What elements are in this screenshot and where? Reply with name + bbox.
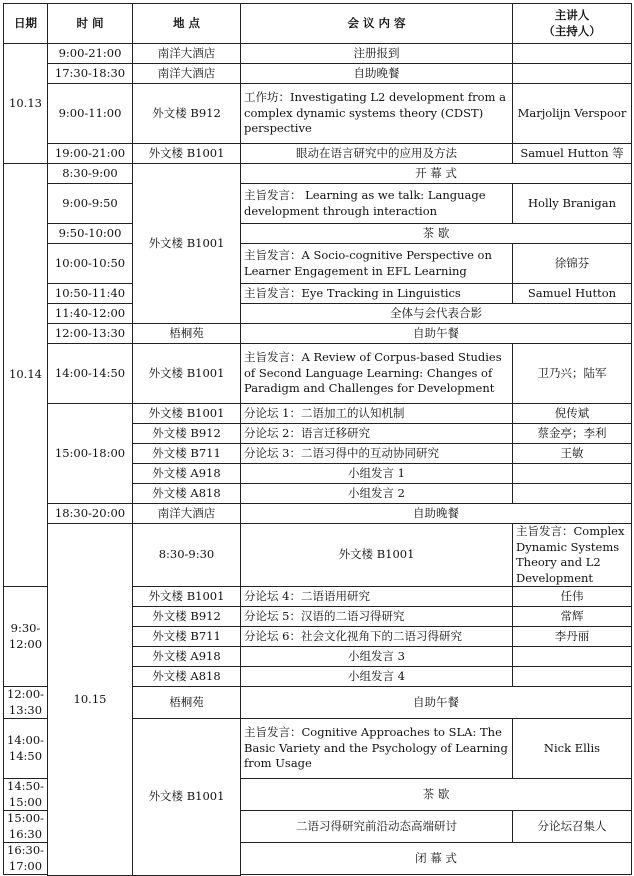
header-time: 时 间	[48, 4, 133, 44]
time-cell: 17:30-18:30	[48, 64, 133, 84]
speaker-cell: Nick Ellis	[513, 719, 632, 779]
time-cell: 8:30-9:30	[133, 524, 241, 587]
content-cell: 分论坛 3：二语习得中的互动协同研究	[241, 444, 513, 464]
content-cell: 闭 幕 式	[241, 843, 632, 875]
time-cell: 10:00-10:50	[48, 244, 133, 284]
content-cell: 主旨发言：A Review of Corpus-based Studies of Second Language Learning: Changes of Paradigm and Challenges for Development	[241, 344, 513, 404]
content-cell: 分论坛 5：汉语的二语习得研究	[241, 607, 513, 627]
place-cell: 南洋大酒店	[133, 504, 241, 524]
content-cell: 注册报到	[241, 44, 513, 64]
content-cell: 工作坊：Investigating L2 development from a complex dynamic systems theory (CDST) perspective	[241, 84, 513, 144]
date-cell: 10.13	[4, 44, 48, 164]
place-cell: 南洋大酒店	[133, 64, 241, 84]
place-cell: 外文楼 B1001	[133, 719, 241, 876]
table-row	[4, 164, 632, 184]
schedule-table	[3, 3, 632, 876]
time-cell: 9:00-11:00	[48, 84, 133, 144]
content-cell: 二语习得研究前沿动态高端研讨	[241, 811, 513, 843]
content-cell: 分论坛 6：社会文化视角下的二语习得研究	[241, 627, 513, 647]
place-cell: 外文楼 B1001	[133, 144, 241, 164]
place-cell: 外文楼 A818	[133, 484, 241, 504]
table-row	[4, 184, 632, 224]
time-cell: 9:30-12:00	[4, 587, 48, 687]
place-cell: 外文楼 B1001	[133, 587, 241, 607]
table-row	[4, 524, 632, 587]
table-row	[4, 44, 632, 64]
table-row	[4, 324, 632, 344]
speaker-cell: 倪传斌	[513, 404, 632, 424]
content-cell: 主旨发言：Eye Tracking in Linguistics	[241, 284, 513, 304]
speaker-cell: Marjolijn Verspoor	[513, 84, 632, 144]
place-cell: 外文楼 B912	[133, 424, 241, 444]
content-cell: 主旨发言：A Socio-cognitive Perspective on Learner Engagement in EFL Learning	[241, 244, 513, 284]
speaker-cell: 王敏	[513, 444, 632, 464]
time-cell: 9:00-9:50	[48, 184, 133, 224]
speaker-cell: 卫乃兴；陆军	[513, 344, 632, 404]
speaker-cell	[513, 464, 632, 484]
date-cell: 10.14	[4, 164, 48, 587]
time-cell: 16:30-17:00	[4, 843, 48, 875]
content-cell: 茶 歇	[241, 779, 632, 811]
header-content: 会 议 内 容	[241, 4, 513, 44]
content-cell: 自助午餐	[241, 687, 632, 719]
content-cell: 小组发言 4	[241, 667, 513, 687]
time-cell: 12:00-13:30	[4, 687, 48, 719]
content-cell: 小组发言 3	[241, 647, 513, 667]
content-cell: 分论坛 4：二语语用研究	[241, 587, 513, 607]
table-row	[4, 304, 632, 324]
table-row	[4, 224, 632, 244]
content-cell: 主旨发言：Cognitive Approaches to SLA: The Basic Variety and the Psychology of Learning from Usage	[241, 719, 513, 779]
header-speaker	[513, 4, 632, 44]
table-row	[4, 504, 632, 524]
time-cell: 19:00-21:00	[48, 144, 133, 164]
time-cell: 14:00-14:50	[48, 344, 133, 404]
header-place: 地 点	[133, 4, 241, 44]
table-row	[4, 344, 632, 404]
header-row	[4, 4, 632, 44]
place-cell: 外文楼 B912	[133, 84, 241, 144]
speaker-cell: Samuel Hutton	[513, 284, 632, 304]
time-cell: 10:50-11:40	[48, 284, 133, 304]
place-cell: 外文楼 A918	[133, 464, 241, 484]
table-row	[4, 84, 632, 144]
content-cell: 小组发言 2	[241, 484, 513, 504]
time-cell: 15:00-16:30	[4, 811, 48, 843]
date-cell: 10.15	[48, 524, 133, 876]
table-row	[4, 244, 632, 284]
place-cell: 南洋大酒店	[133, 44, 241, 64]
speaker-cell	[513, 484, 632, 504]
time-cell: 14:50-15:00	[4, 779, 48, 811]
place-cell: 外文楼 A818	[133, 667, 241, 687]
speaker-cell	[513, 667, 632, 687]
time-cell: 11:40-12:00	[48, 304, 133, 324]
speaker-cell: 任伟	[513, 587, 632, 607]
time-cell: 9:00-21:00	[48, 44, 133, 64]
speaker-cell: 蔡金亭；李利	[513, 424, 632, 444]
speaker-cell: Samuel Hutton 等	[513, 144, 632, 164]
table-row	[4, 404, 632, 424]
place-cell: 外文楼 B1001	[133, 344, 241, 404]
content-cell: 分论坛 2：语言迁移研究	[241, 424, 513, 444]
header-speaker-line2: （主持人）	[543, 23, 601, 38]
table-row	[4, 144, 632, 164]
spacer-cell	[4, 875, 48, 876]
content-cell: 主旨发言： Learning as we talk: Language development through interaction	[241, 184, 513, 224]
place-cell: 外文楼 B1001	[241, 524, 513, 587]
time-cell: 8:30-9:00	[48, 164, 133, 184]
place-cell: 梧桐苑	[133, 324, 241, 344]
speaker-cell: 李丹丽	[513, 627, 632, 647]
place-cell: 外文楼 B1001	[133, 404, 241, 424]
speaker-cell	[513, 647, 632, 667]
table-row	[4, 284, 632, 304]
place-cell: 外文楼 B912	[133, 607, 241, 627]
speaker-cell: 徐锦芬	[513, 244, 632, 284]
spacer-cell	[241, 875, 632, 876]
content-cell: 分论坛 1：二语加工的认知机制	[241, 404, 513, 424]
content-cell: 小组发言 1	[241, 464, 513, 484]
place-cell: 外文楼 B711	[133, 444, 241, 464]
time-cell: 12:00-13:30	[48, 324, 133, 344]
place-cell: 外文楼 A918	[133, 647, 241, 667]
content-cell: 茶 歇	[241, 224, 632, 244]
content-cell: 全体与会代表合影	[241, 304, 632, 324]
time-cell: 15:00-18:00	[48, 404, 133, 504]
content-cell: 开 幕 式	[241, 164, 632, 184]
place-cell: 外文楼 B1001	[133, 164, 241, 324]
time-cell: 14:00-14:50	[4, 719, 48, 779]
header-speaker-line1: 主讲人	[554, 7, 590, 22]
speaker-cell	[513, 64, 632, 84]
speaker-cell	[513, 44, 632, 64]
content-cell: 主旨发言：Complex Dynamic Systems Theory and L2 Development	[513, 524, 632, 587]
speaker-cell: Holly Branigan	[513, 184, 632, 224]
place-cell: 梧桐苑	[133, 687, 241, 719]
table-row	[4, 64, 632, 84]
content-cell: 自助晚餐	[241, 64, 513, 84]
content-cell: 自助午餐	[241, 324, 632, 344]
time-cell: 18:30-20:00	[48, 504, 133, 524]
content-cell: 眼动在语言研究中的应用及方法	[241, 144, 513, 164]
time-cell: 9:50-10:00	[48, 224, 133, 244]
speaker-cell: 常辉	[513, 607, 632, 627]
content-cell: 自助晚餐	[241, 504, 632, 524]
header-date: 日期	[4, 4, 48, 44]
speaker-cell: 分论坛召集人	[513, 811, 632, 843]
place-cell: 外文楼 B711	[133, 627, 241, 647]
